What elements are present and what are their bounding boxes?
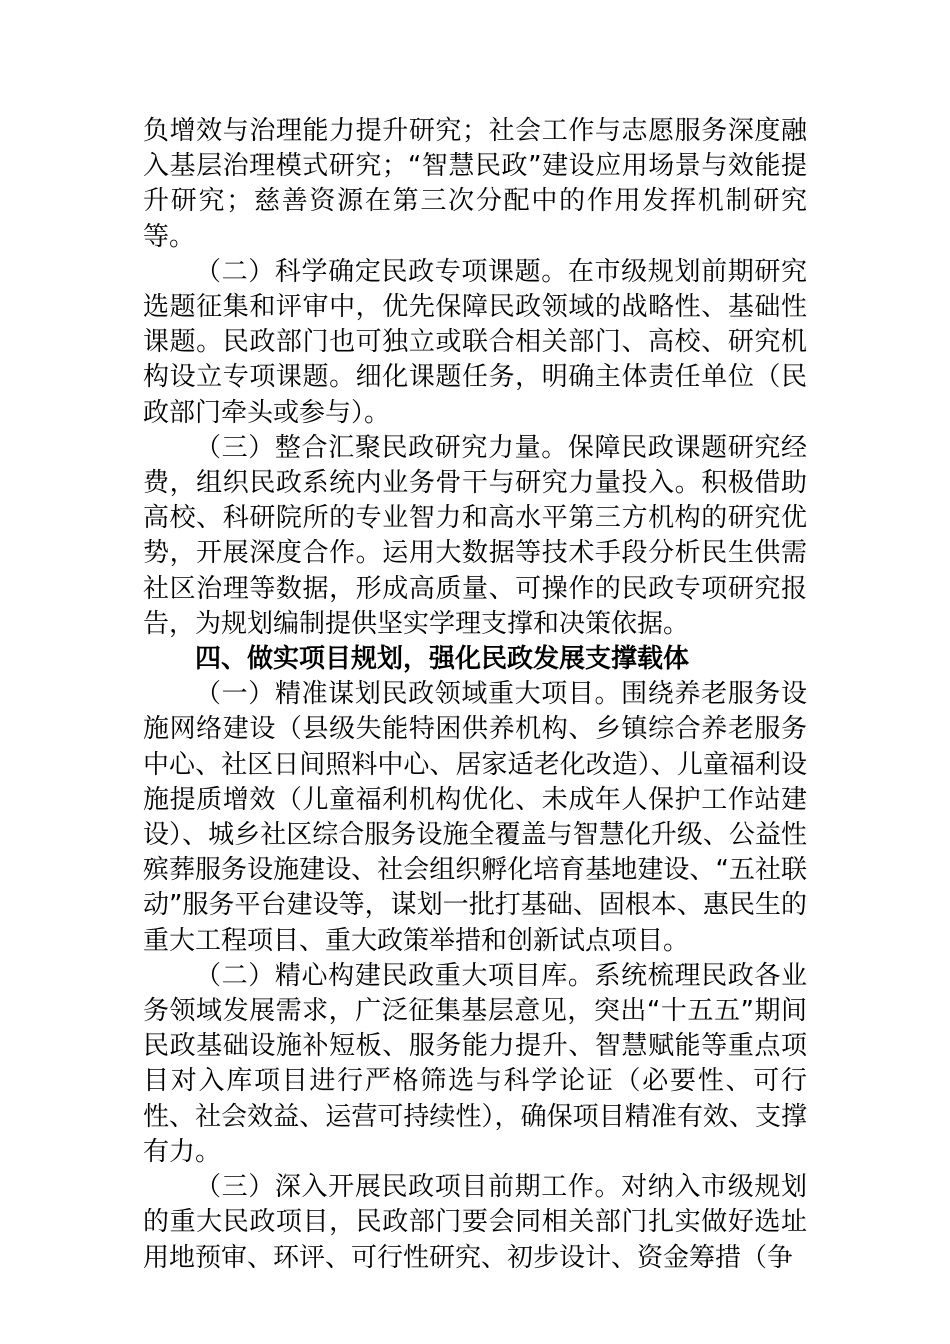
document-body <box>143 114 807 1276</box>
paragraph-item-4-1: （一）精准谋划民政领域重大项目。围绕养老服务设施网络建设（县级失能特困供养机构、乡镇综合养老服务中心、社区日间照料中心、居家适老化改造）、儿童福利设施提质增效（儿童福利机构优化、未成年人保护工作站建设）、城乡社区综合服务设施全覆盖与智慧化升级、公益性殡葬服务设施建设、社会组织孵化培育基地建设、“五社联动”服务平台建设等，谋划一批打基础、固根本、惠民生的重大工程项目、重大政策举措和创新试点项目。 <box>143 679 807 956</box>
paragraph-continuation: 负增效与治理能力提升研究；社会工作与志愿服务深度融入基层治理模式研究；“智慧民政”建设应用场景与效能提升研究；慈善资源在第三次分配中的作用发挥机制研究等。 <box>143 116 807 252</box>
paragraph-item-2: （二）科学确定民政专项课题。在市级规划前期研究选题征集和评审中，优先保障民政领域的战略性、基础性课题。民政部门也可独立或联合相关部门、高校、研究机构设立专项课题。细化课题任务，明确主体责任单位（民政部门牵头或参与）。 <box>143 256 807 428</box>
paragraph-item-4-3: （三）深入开展民政项目前期工作。对纳入市级规划的重大民政项目，民政部门要会同相关部门扎实做好选址用地预审、环评、可行性研究、初步设计、资金筹措（争 <box>143 1172 807 1273</box>
section-heading-4: 四、做实项目规划，强化民政发展支撑载体 <box>195 644 690 675</box>
paragraph-item-3: （三）整合汇聚民政研究力量。保障民政课题研究经费，组织民政系统内业务骨干与研究力量投入。积极借助高校、科研院所的专业智力和高水平第三方机构的研究优势，开展深度合作。运用大数据等技术手段分析民生供需社区治理等数据，形成高质量、可操作的民政专项研究报告，为规划编制提供坚实学理支撑和决策依据。 <box>143 432 807 639</box>
paragraph-item-4-2: （二）精心构建民政重大项目库。系统梳理民政各业务领域发展需求，广泛征集基层意见，突出“十五五”期间民政基础设施补短板、服务能力提升、智慧赋能等重点项目对入库项目进行严格筛选与科学论证（必要性、可行性、社会效益、运营可持续性），确保项目精准有效、支撑有力。 <box>143 960 807 1167</box>
